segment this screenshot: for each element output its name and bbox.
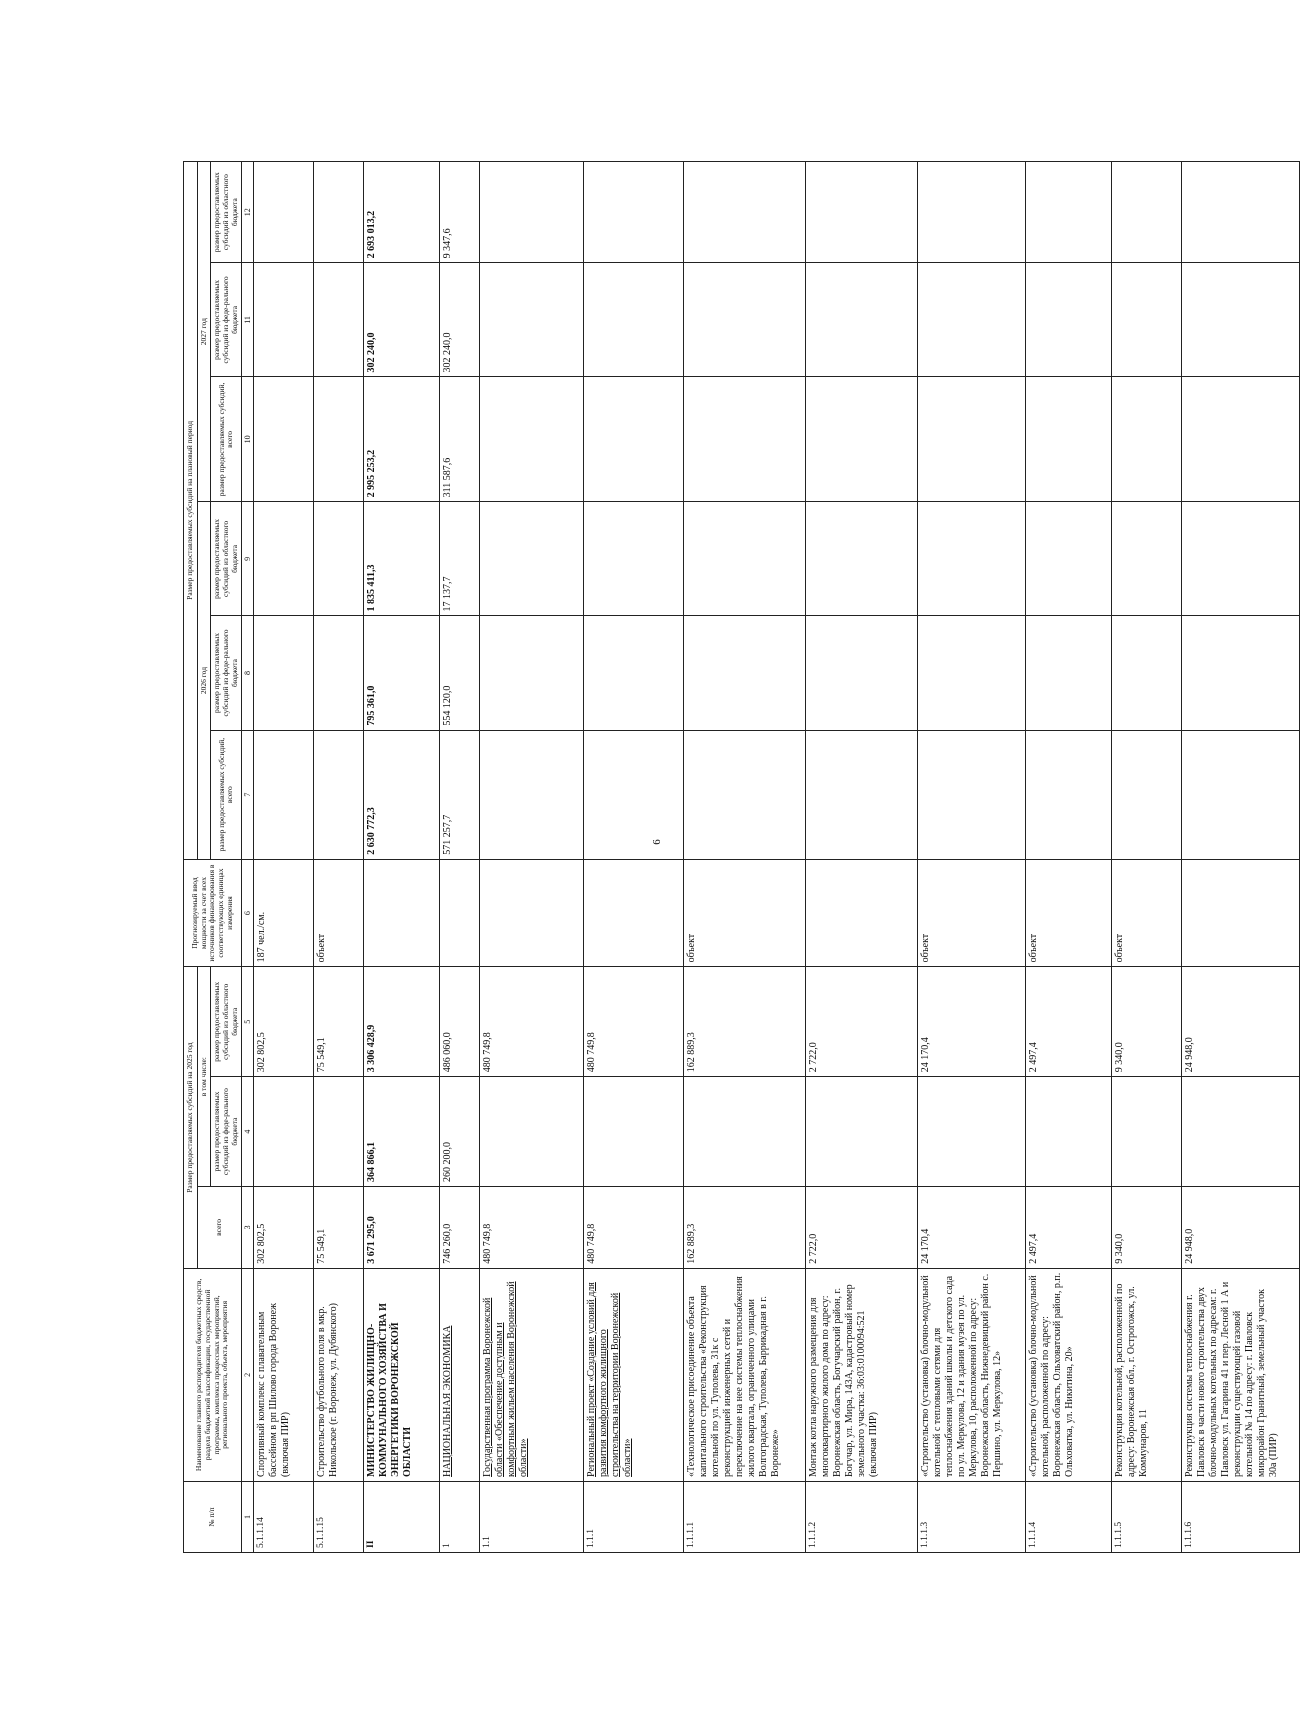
reg-2027 xyxy=(1182,162,1300,263)
subsidy-table xyxy=(183,161,1300,1553)
column-number: 7 xyxy=(242,730,254,859)
header-name: Наименование главного распорядителя бюджетных средств, раздела бюджетной классификации, государственной программы, комплекса процессных мероприятий, регионального проекта, объекта, мероприятия xyxy=(184,1268,242,1481)
fed-2025: 260 200,0 xyxy=(440,1077,480,1187)
reg-2025: 24 170,4 xyxy=(918,967,1026,1077)
reg-2026: 17 137,7 xyxy=(440,502,480,616)
column-number: 11 xyxy=(242,263,254,377)
row-name: Монтаж котла наружного размещения для многоквартирного жилого дома по адресу: Воронежская область, Богучарский район, г. Богучар, ул. Мира, 143А, кадастровый номер земельного участка: 36:03:0100094:521 (включая ПИР) xyxy=(806,1268,918,1481)
capacity: объект xyxy=(1026,859,1112,967)
header-planned: Размер предоставляемых субсидий на плановый период xyxy=(184,162,198,860)
total-2025: 24 948,0 xyxy=(1182,1186,1300,1268)
fed-2026 xyxy=(1182,616,1300,730)
header-no: № п/п xyxy=(184,1481,242,1552)
table-row xyxy=(584,162,684,1553)
header-2025-reg: размер предоставляемых субсидий из областного бюджета xyxy=(211,967,242,1077)
total-2026 xyxy=(480,730,584,859)
reg-2026 xyxy=(918,502,1026,616)
row-number: 1.1.1.1 xyxy=(684,1481,806,1552)
reg-2025: 24 948,0 xyxy=(1182,967,1300,1077)
table-row xyxy=(918,162,1026,1553)
fed-2027: 302 240,0 xyxy=(364,263,440,377)
row-number: 1.1.1 xyxy=(584,1481,684,1552)
total-2026 xyxy=(684,730,806,859)
total-2027 xyxy=(1112,377,1182,502)
total-2027 xyxy=(918,377,1026,502)
capacity xyxy=(480,859,584,967)
fed-2025 xyxy=(314,1077,364,1187)
fed-2027 xyxy=(584,263,684,377)
table-row xyxy=(364,162,440,1553)
column-number: 10 xyxy=(242,377,254,502)
reg-2025: 2 497,4 xyxy=(1026,967,1112,1077)
header-2027-total: размер предоставляемых субсидий, всего xyxy=(211,377,242,502)
reg-2025: 302 802,5 xyxy=(254,967,314,1077)
row-number: 1.1.1.6 xyxy=(1182,1481,1300,1552)
table-row xyxy=(684,162,806,1553)
header-2026-reg: размер предоставляемых субсидий из областного бюджета xyxy=(211,502,242,616)
total-2027 xyxy=(1026,377,1112,502)
total-2026 xyxy=(254,730,314,859)
fed-2025 xyxy=(1112,1077,1182,1187)
reg-2027 xyxy=(1026,162,1112,263)
fed-2025 xyxy=(1182,1077,1300,1187)
reg-2025: 480 749,8 xyxy=(584,967,684,1077)
fed-2027: 302 240,0 xyxy=(440,263,480,377)
row-name: «Строительство (установка) блочно-модульной котельной, расположенной по адресу: Воронежская область, Ольховатский район, р.п. Ольховатка, ул. Никитина, 20» xyxy=(1026,1268,1112,1481)
header-2027-reg: размер предоставляемых субсидий из областного бюджета xyxy=(211,162,242,263)
fed-2026 xyxy=(918,616,1026,730)
capacity: 187 чел./см. xyxy=(254,859,314,967)
fed-2026 xyxy=(254,616,314,730)
reg-2027 xyxy=(584,162,684,263)
capacity: объект xyxy=(314,859,364,967)
total-2025: 75 549,1 xyxy=(314,1186,364,1268)
header-2025: Размер предоставляемых субсидий на 2025 год xyxy=(184,967,198,1268)
column-number: 6 xyxy=(242,859,254,967)
column-number: 3 xyxy=(242,1186,254,1268)
table-row xyxy=(254,162,314,1553)
total-2025: 480 749,8 xyxy=(584,1186,684,1268)
fed-2025 xyxy=(1026,1077,1112,1187)
table-row xyxy=(1026,162,1112,1553)
reg-2027 xyxy=(254,162,314,263)
capacity: объект xyxy=(684,859,806,967)
reg-2026 xyxy=(254,502,314,616)
row-number: 1.1 xyxy=(480,1481,584,1552)
header-total: всего xyxy=(197,1186,242,1268)
total-2027 xyxy=(254,377,314,502)
total-2025: 24 170,4 xyxy=(918,1186,1026,1268)
reg-2026 xyxy=(1026,502,1112,616)
reg-2027 xyxy=(480,162,584,263)
reg-2026 xyxy=(480,502,584,616)
column-number: 2 xyxy=(242,1268,254,1481)
header-2026-fed: размер предоставляемых субсидий из феде-рального бюджета xyxy=(211,616,242,730)
total-2027: 2 995 253,2 xyxy=(364,377,440,502)
column-number: 8 xyxy=(242,616,254,730)
reg-2025: 3 306 428,9 xyxy=(364,967,440,1077)
fed-2025 xyxy=(584,1077,684,1187)
reg-2026 xyxy=(584,502,684,616)
reg-2025: 75 549,1 xyxy=(314,967,364,1077)
fed-2025 xyxy=(684,1077,806,1187)
total-2026 xyxy=(918,730,1026,859)
row-number: 1.1.1.4 xyxy=(1026,1481,1112,1552)
fed-2027 xyxy=(684,263,806,377)
column-number-row xyxy=(242,162,254,1553)
total-2027 xyxy=(1182,377,1300,502)
total-2025: 162 889,3 xyxy=(684,1186,806,1268)
fed-2025 xyxy=(480,1077,584,1187)
total-2026 xyxy=(1026,730,1112,859)
reg-2026: 1 835 411,3 xyxy=(364,502,440,616)
fed-2027 xyxy=(254,263,314,377)
fed-2027 xyxy=(480,263,584,377)
capacity xyxy=(364,859,440,967)
row-name: МИНИСТЕРСТВО ЖИЛИЩНО-КОММУНАЛЬНОГО ХОЗЯЙСТВА И ЭНЕРГЕТИКИ ВОРОНЕЖСКОЙ ОБЛАСТИ xyxy=(364,1268,440,1481)
reg-2027 xyxy=(806,162,918,263)
reg-2025: 9 340,0 xyxy=(1112,967,1182,1077)
reg-2027 xyxy=(1112,162,1182,263)
table-row xyxy=(440,162,480,1553)
row-number: 1.1.1.5 xyxy=(1112,1481,1182,1552)
rotated-page xyxy=(183,161,1300,1553)
fed-2027 xyxy=(1112,263,1182,377)
column-number: 5 xyxy=(242,967,254,1077)
row-name: Строительство футбольного поля в мкр. Никольское (г. Воронеж, ул. Дубянского) xyxy=(314,1268,364,1481)
total-2027 xyxy=(684,377,806,502)
reg-2027 xyxy=(314,162,364,263)
fed-2027 xyxy=(806,263,918,377)
reg-2026 xyxy=(314,502,364,616)
fed-2026 xyxy=(684,616,806,730)
fed-2025: 364 866,1 xyxy=(364,1077,440,1187)
capacity xyxy=(806,859,918,967)
fed-2026 xyxy=(806,616,918,730)
fed-2026: 795 361,0 xyxy=(364,616,440,730)
column-number: 4 xyxy=(242,1077,254,1187)
reg-2025: 480 749,8 xyxy=(480,967,584,1077)
total-2027 xyxy=(584,377,684,502)
reg-2026 xyxy=(1182,502,1300,616)
row-name: НАЦИОНАЛЬНАЯ ЭКОНОМИКА xyxy=(440,1268,480,1481)
reg-2026 xyxy=(684,502,806,616)
total-2027 xyxy=(314,377,364,502)
total-2027 xyxy=(806,377,918,502)
header-incl: в том числе: xyxy=(197,967,211,1187)
column-number: 1 xyxy=(242,1481,254,1552)
fed-2026: 554 120,0 xyxy=(440,616,480,730)
fed-2027 xyxy=(1026,263,1112,377)
fed-2026 xyxy=(584,616,684,730)
capacity: объект xyxy=(918,859,1026,967)
fed-2027 xyxy=(918,263,1026,377)
total-2027 xyxy=(480,377,584,502)
row-number: 5.1.1.15 xyxy=(314,1481,364,1552)
total-2026: 2 630 772,3 xyxy=(364,730,440,859)
row-name: Государственная программа Воронежской области «Обеспечение доступным и комфортным жильем населения Воронежской области» xyxy=(480,1268,584,1481)
total-2025: 480 749,8 xyxy=(480,1186,584,1268)
total-2025: 302 802,5 xyxy=(254,1186,314,1268)
reg-2027: 2 693 013,2 xyxy=(364,162,440,263)
row-number: 1 xyxy=(440,1481,480,1552)
fed-2026 xyxy=(480,616,584,730)
fed-2025 xyxy=(918,1077,1026,1187)
table-row xyxy=(1112,162,1182,1553)
table-body xyxy=(254,162,1300,1553)
fed-2025 xyxy=(806,1077,918,1187)
row-number: II xyxy=(364,1481,440,1552)
total-2026 xyxy=(806,730,918,859)
column-number: 12 xyxy=(242,162,254,263)
row-name: Региональный проект «Создание условий для развития комфортного жилищного строительства на территории Воронежской области» xyxy=(584,1268,684,1481)
fed-2025 xyxy=(254,1077,314,1187)
table-row xyxy=(314,162,364,1553)
total-2025: 2 722,0 xyxy=(806,1186,918,1268)
table-row xyxy=(1182,162,1300,1553)
total-2026 xyxy=(314,730,364,859)
row-name: «Строительство (установка) блочно-модульной котельной с тепловыми сетями для теплоснабжения зданий школы и детского сада по ул. Меркулова, 12 и здания музея по ул. Меркулова, 10, расположенной по адресу: Воронежская область, Нижнедевицкий район с. Першино, ул. Меркулова, 12» xyxy=(918,1268,1026,1481)
capacity xyxy=(1182,859,1300,967)
total-2025: 9 340,0 xyxy=(1112,1186,1182,1268)
fed-2027 xyxy=(314,263,364,377)
table-row xyxy=(806,162,918,1553)
capacity xyxy=(584,859,684,967)
row-number: 5.1.1.14 xyxy=(254,1481,314,1552)
total-2026 xyxy=(1112,730,1182,859)
fed-2026 xyxy=(1026,616,1112,730)
fed-2026 xyxy=(1112,616,1182,730)
reg-2026 xyxy=(806,502,918,616)
capacity: объект xyxy=(1112,859,1182,967)
reg-2025: 162 889,3 xyxy=(684,967,806,1077)
row-name: Реконструкция котельной, расположенной по адресу: Воронежская обл., г. Острогожск, ул. Коммунаров, 11 xyxy=(1112,1268,1182,1481)
header-2027: 2027 год xyxy=(197,162,211,502)
reg-2025: 2 722,0 xyxy=(806,967,918,1077)
row-name: Реконструкция системы теплоснабжения г. Павловск в части нового строительства двух блочно-модульных котельных по адресам: г. Павловск ул. Гагарина 41 и пер. Лесной 1 А и реконструкции существующей газовой котельной № 14 по адресу: г. Павловск микрорайон Гранитный, земельный участок 30а (ПИР) xyxy=(1182,1268,1300,1481)
total-2026 xyxy=(1182,730,1300,859)
row-name: Спортивный комплекс с плавательным бассейном в рп Шилово города Воронеж (включая ПИР) xyxy=(254,1268,314,1481)
row-name: «Технологическое присоединение объекта капитального строительства «Реконструкция котельной по ул. Туполева, 31к с реконструкцией инженерных сетей и переключение на нее системы теплоснабжения жилого квартала, ограниченного улицами Волгоградская, Туполева, Баррикадная в г. Воронеже» xyxy=(684,1268,806,1481)
capacity xyxy=(440,859,480,967)
total-2025: 3 671 295,0 xyxy=(364,1186,440,1268)
header-2027-fed: размер предоставляемых субсидий из феде-рального бюджета xyxy=(211,263,242,377)
header-2026: 2026 год xyxy=(197,502,211,859)
fed-2027 xyxy=(1182,263,1300,377)
reg-2027 xyxy=(684,162,806,263)
total-2026: 571 257,7 xyxy=(440,730,480,859)
page-number: 6 xyxy=(650,839,663,845)
header-2025-fed: размер предоставляемых субсидий из феде-рального бюджета xyxy=(211,1077,242,1187)
reg-2025: 486 060,0 xyxy=(440,967,480,1077)
total-2025: 746 260,0 xyxy=(440,1186,480,1268)
total-2025: 2 497,4 xyxy=(1026,1186,1112,1268)
header-2026-total: размер предоставляемых субсидий, всего xyxy=(211,730,242,859)
column-number: 9 xyxy=(242,502,254,616)
total-2026 xyxy=(584,730,684,859)
reg-2027: 9 347,6 xyxy=(440,162,480,263)
row-number: 1.1.1.2 xyxy=(806,1481,918,1552)
reg-2027 xyxy=(918,162,1026,263)
reg-2026 xyxy=(1112,502,1182,616)
fed-2026 xyxy=(314,616,364,730)
header-capacity: Прогнозируемый ввод мощности за счет всех источников финансирования в соответствующих единицах измерения xyxy=(184,859,242,967)
total-2027: 311 587,6 xyxy=(440,377,480,502)
table-row xyxy=(480,162,584,1553)
row-number: 1.1.1.3 xyxy=(918,1481,1026,1552)
